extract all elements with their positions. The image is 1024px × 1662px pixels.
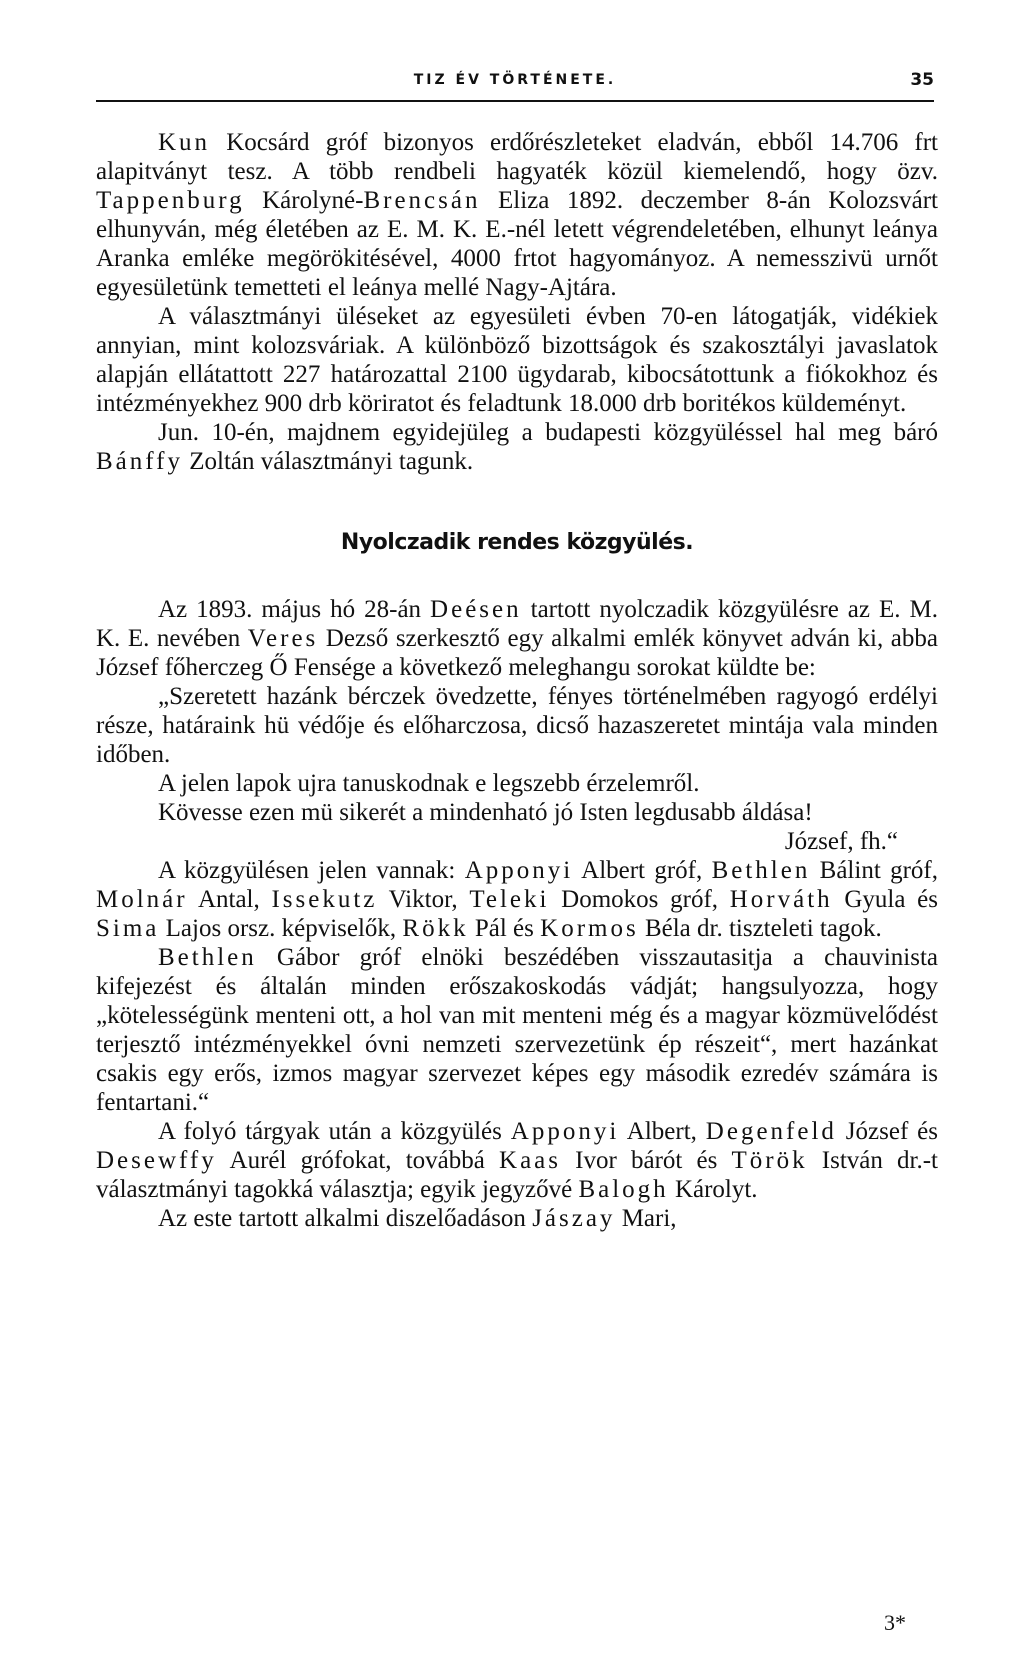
quote-signature: József, fh.“ [784,828,898,855]
paragraph-obituary: Jun. 10-én, majdnem egyidejüleg a budapesti közgyüléssel hal meg báró Bánffy Zoltán választmányi tagunk. [96,419,938,475]
quote-paragraph-2: A jelen lapok ujra tanuskodnak e legszebb érzelemről. [158,770,700,797]
paragraph-speech: Bethlen Gábor gróf elnöki beszédében visszautasitja a chauvinista kifejezést és általán minden erőszakoskodás vádját; hangsulyozza, hogy „kötelességünk menteni ott, a hol van mit menteni még és a magyar közmüvelődést terjesztő intézményekkel óvni nemzeti szervezetünk ép részeit“, mert hazánkat csakis egy erős, izmos magyar szervezet képes egy második ezredév számára is fentartani.“ [96,944,938,1116]
page-body [96,128,938,1233]
paragraph-bequest: Kun Kocsárd gróf bizonyos erdőrészleteket eladván, ebből 14.706 frt alapitványt tesz. A több rendbeli hagyaték közül kiemelendő, hogy özv. Tappenburg Károlyné-Brencsán Eliza 1892. deczember 8-án Kolozsvárt elhunyván, még életében az E. M. K. E.-nél letett végrendeletében, elhunyt leánya Aranka emléke megörökitésével, 4000 frtot hagyományoz. A nemesszivü urnőt egyesületünk temetteti el leánya mellé Nagy-Ajtára. [96,129,938,301]
paragraph-gala: Az este tartott alkalmi diszelőadáson Jászay Mari, [158,1205,677,1232]
running-title: TIZ ÉV TÖRTÉNETE. [413,72,617,88]
paragraph-assembly: Az 1893. május hó 28-án Deésen tartott nyolczadik közgyülésre az E. M. K. E. nevében Veres Dezső szerkesztő egy alkalmi emlék könyvet adván ki, abba József főherczeg Ő Fensége a következő meleghangu sorokat küldte be: [96,596,938,681]
quote-paragraph-1: „Szeretett hazánk bérczek övedzette, fényes történelmében ragyogó erdélyi része, határaink hü védője és előharczosa, dicső hazaszeretet mintája vala minden időben. [96,683,938,768]
page-number: 35 [910,70,934,90]
signature-mark: 3* [884,1610,906,1635]
paragraph-elections: A folyó tárgyak után a közgyülés Apponyi Albert, Degenfeld József és Desewffy Aurél grófokat, továbbá Kaas Ivor bárót és Török István dr.-t választmányi tagokká választja; egyik jegyzővé Balogh Károlyt. [96,1118,938,1203]
section-heading: Nyolczadik rendes közgyülés. [340,530,694,555]
quote-paragraph-3: Kövesse ezen mü sikerét a mindenható jó Isten legdusabb áldása! [158,799,813,826]
paragraph-committee: A választmányi üléseket az egyesületi évben 70-en látogatják, vidékiek annyian, mint kolozsváriak. A különböző bizottságok és szakosztályi javaslatok alapján ellátattott 227 határozattal 2100 ügydarab, kibocsátottunk a fiókokhoz és intézményekhez 900 drb köriratot és feladtunk 18.000 drb boritékos küldeményt. [96,303,938,417]
page-header [96,60,934,102]
paragraph-attendees: A közgyülésen jelen vannak: Apponyi Albert gróf, Bethlen Bálint gróf, Molnár Antal, Issekutz Viktor, Teleki Domokos gróf, Horváth Gyula és Sima Lajos orsz. képviselők, Rökk Pál és Kormos Béla dr. tiszteleti tagok. [96,857,938,942]
